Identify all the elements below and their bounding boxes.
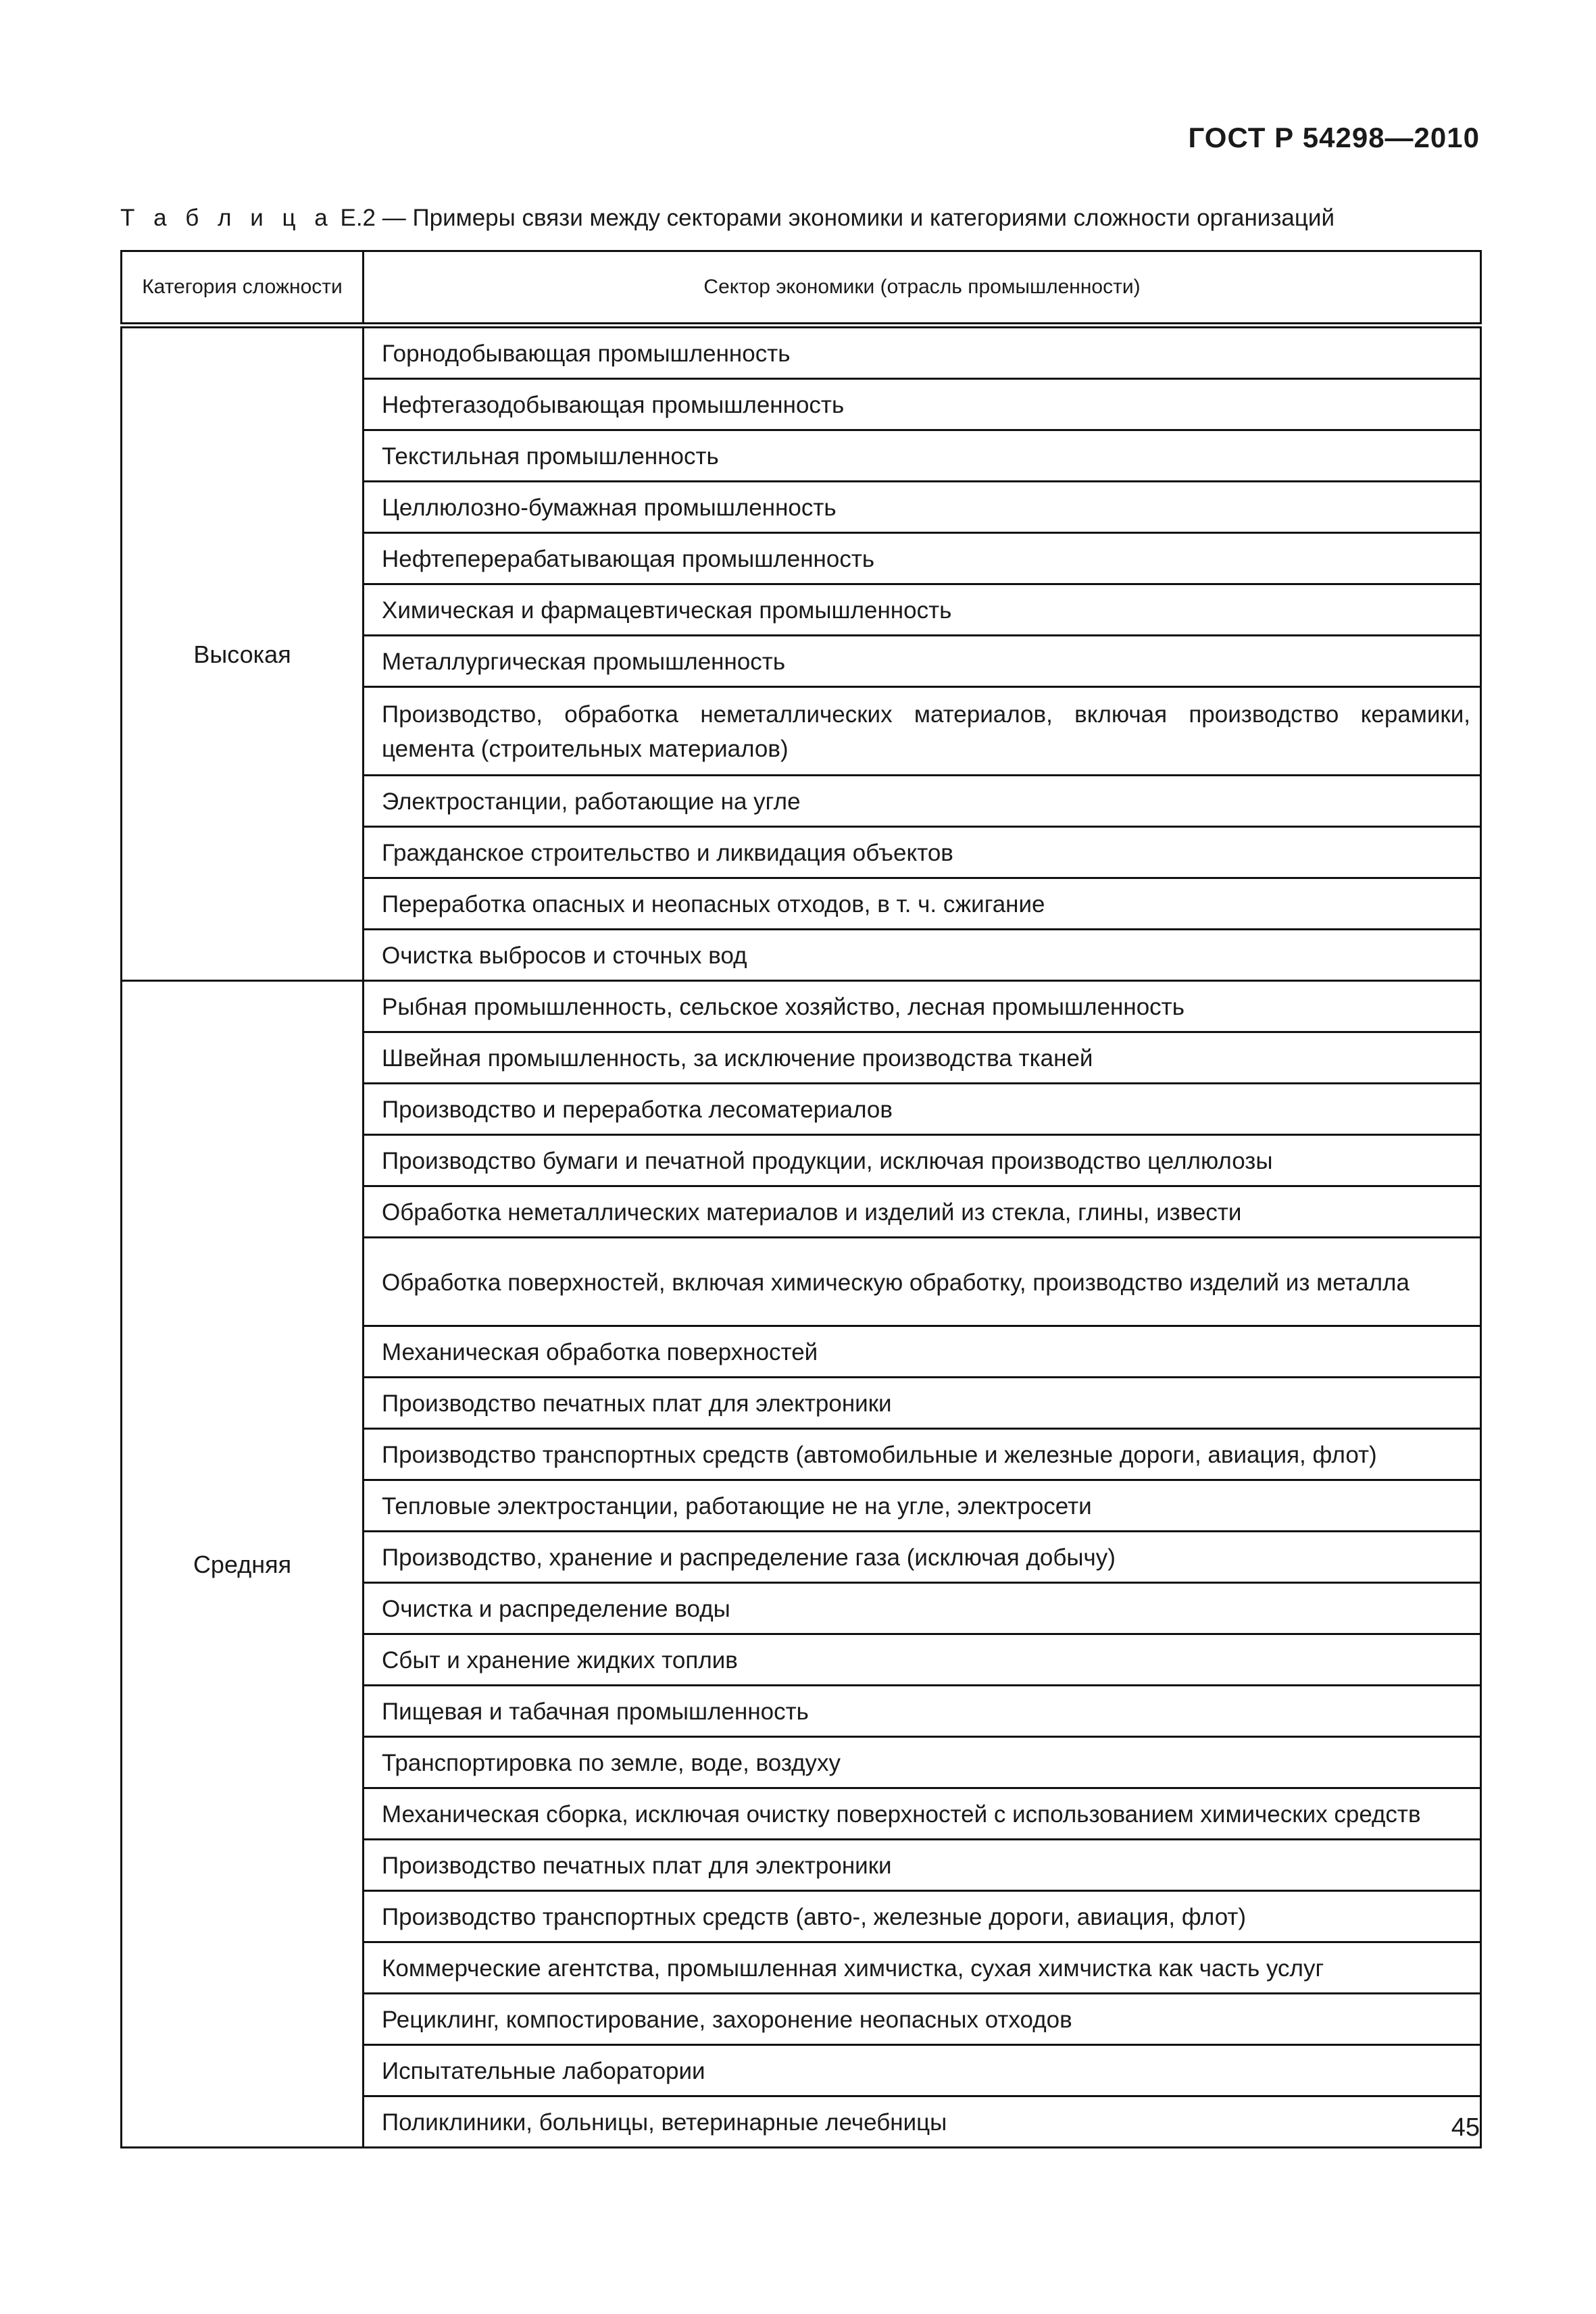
sector-cell: Производство печатных плат для электроники [364,1378,1481,1429]
sector-cell: Очистка выбросов и сточных вод [364,930,1481,981]
sector-cell: Производство и переработка лесоматериалов [364,1084,1481,1135]
sector-cell: Производство, обработка неметаллических материалов, включая производство керамики, цемента (строительных материалов) [364,687,1481,776]
sector-cell: Пищевая и табачная промышленность [364,1686,1481,1737]
sector-cell: Производство, хранение и распределение газа (исключая добычу) [364,1532,1481,1583]
sector-cell: Коммерческие агентства, промышленная химчистка, сухая химчистка как часть услуг [364,1942,1481,1994]
sector-cell: Гражданское строительство и ликвидация объектов [364,827,1481,878]
table-caption-title: — Примеры связи между секторами экономики и категориями сложности организаций [376,205,1335,231]
sector-cell: Химическая и фармацевтическая промышленность [364,584,1481,636]
sectors-table [120,250,1482,2148]
sector-cell: Сбыт и хранение жидких топлив [364,1634,1481,1686]
table-caption [120,205,1335,232]
table-caption-number: Е.2 [340,205,376,231]
sector-cell: Производство транспортных средств (авто-, железные дороги, авиация, флот) [364,1891,1481,1942]
table-row [122,981,1481,1032]
sector-cell: Очистка и распределение воды [364,1583,1481,1634]
sector-cell: Производство бумаги и печатной продукции, исключая производство целлюлозы [364,1135,1481,1186]
category-cell-medium: Средняя [122,981,364,2148]
sector-cell: Тепловые электростанции, работающие не на угле, электросети [364,1480,1481,1532]
sector-cell: Нефтеперерабатывающая промышленность [364,533,1481,584]
sector-cell: Рыбная промышленность, сельское хозяйство, лесная промышленность [364,981,1481,1032]
sector-cell: Производство транспортных средств (автомобильные и железные дороги, авиация, флот) [364,1429,1481,1480]
category-cell-high: Высокая [122,326,364,981]
sector-cell: Электростанции, работающие на угле [364,776,1481,827]
column-header-category: Категория сложности [122,251,364,326]
table-caption-label: Т а б л и ц а [120,205,334,231]
sector-cell: Обработка неметаллических материалов и изделий из стекла, глины, извести [364,1186,1481,1238]
sector-cell: Механическая обработка поверхностей [364,1326,1481,1378]
sector-cell: Горнодобывающая промышленность [364,326,1481,379]
sector-cell: Испытательные лаборатории [364,2045,1481,2096]
document-id: ГОСТ Р 54298—2010 [1188,122,1480,153]
sector-cell: Нефтегазодобывающая промышленность [364,379,1481,430]
table-header-row [122,251,1481,326]
sector-cell: Обработка поверхностей, включая химическую обработку, производство изделий из металла [364,1238,1481,1326]
sector-cell: Рециклинг, компостирование, захоронение неопасных отходов [364,1994,1481,2045]
sector-cell: Металлургическая промышленность [364,636,1481,687]
sector-cell: Поликлиники, больницы, ветеринарные лечебницы [364,2096,1481,2148]
column-header-sector: Сектор экономики (отрасль промышленности) [364,251,1481,326]
sector-cell: Механическая сборка, исключая очистку поверхностей с использованием химических средств [364,1788,1481,1840]
sector-cell: Переработка опасных и неопасных отходов, в т. ч. сжигание [364,878,1481,930]
sector-cell: Швейная промышленность, за исключение производства тканей [364,1032,1481,1084]
page-number: 45 [1451,2113,1480,2142]
sector-cell: Производство печатных плат для электроники [364,1840,1481,1891]
sector-cell: Транспортировка по земле, воде, воздуху [364,1737,1481,1788]
sector-cell: Целлюлозно-бумажная промышленность [364,482,1481,533]
table-row [122,326,1481,379]
sector-cell: Текстильная промышленность [364,430,1481,482]
